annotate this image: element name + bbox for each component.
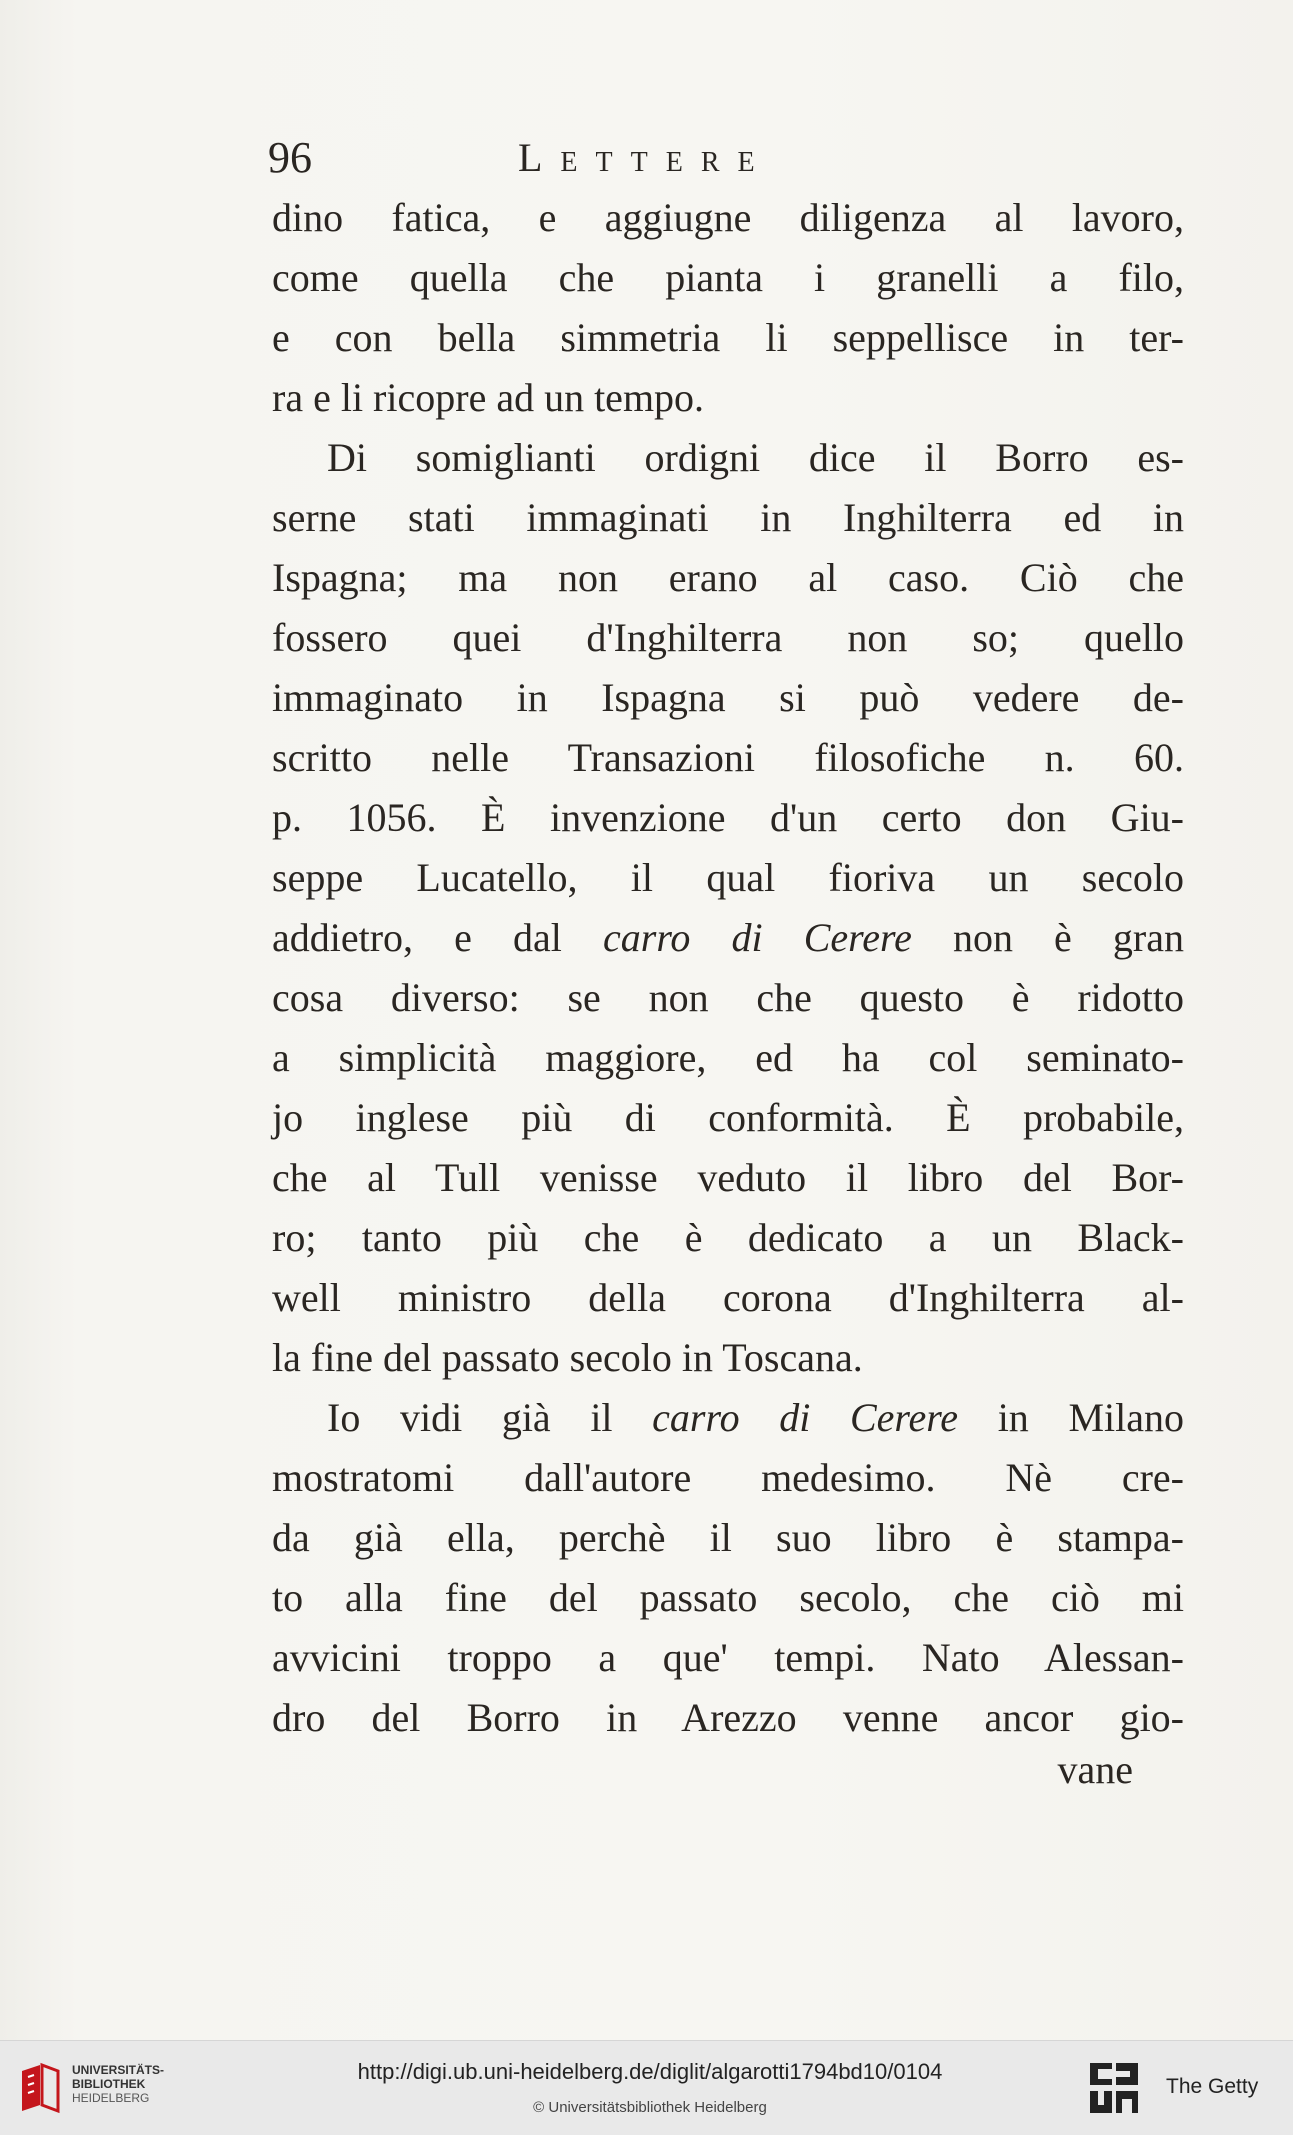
- text-line: serne stati immaginati in Inghilterra ed in: [272, 495, 1184, 540]
- italic-title: carro di Cerere: [603, 915, 912, 960]
- text-line: jo inglese più di conformità. È probabile,: [272, 1095, 1184, 1140]
- page-number: 96: [268, 133, 312, 182]
- text-run: Io vidi già il: [327, 1395, 653, 1440]
- text-line: cosa diverso: se non che questo è ridotto: [272, 975, 1184, 1020]
- text-line: to alla fine del passato secolo, che ciò mi: [272, 1575, 1184, 1620]
- text-line: fossero quei d'Inghilterra non so; quello: [272, 615, 1184, 660]
- text-line: e con bella simmetria li seppellisce in ter-: [272, 315, 1184, 360]
- text-line: come quella che pianta i granelli a filo,: [272, 255, 1184, 300]
- partner-name: The Getty: [1166, 2075, 1259, 2098]
- text-run: addietro, e dal: [272, 915, 603, 960]
- library-name-line: UNIVERSITÄTS-: [72, 2063, 165, 2077]
- text-line: p. 1056. È invenzione d'un certo don Giu-: [272, 795, 1184, 840]
- getty-logo-icon: [1088, 2061, 1140, 2119]
- text-line: da già ella, perchè il suo libro è stampa-: [272, 1515, 1184, 1560]
- library-name-line: HEIDELBERG: [72, 2091, 150, 2105]
- page-header: [268, 128, 928, 188]
- library-name-line: BIBLIOTHEK: [72, 2077, 146, 2091]
- library-name: [72, 2063, 164, 2105]
- italic-title: carro di Cerere: [652, 1395, 959, 1440]
- catchword: vane: [1057, 1747, 1133, 1792]
- text-line: che al Tull venisse veduto il libro del Bor-: [272, 1155, 1184, 1200]
- text-line: Di somiglianti ordigni dice il Borro es-: [327, 435, 1184, 480]
- body-text: [272, 188, 1184, 1748]
- text-line: immaginato in Ispagna si può vedere de-: [272, 675, 1184, 720]
- text-line: avvicini troppo a que' tempi. Nato Alessan-: [272, 1635, 1184, 1680]
- text-line: dro del Borro in Arezzo venne ancor gio-: [272, 1695, 1184, 1740]
- text-line: seppe Lucatello, il qual fioriva un secolo: [272, 855, 1184, 900]
- university-library-logo-icon: [14, 2061, 66, 2117]
- text-line: ro; tanto più che è dedicato a un Black-: [272, 1215, 1184, 1260]
- text-line: a simplicità maggiore, ed ha col seminato-: [272, 1035, 1184, 1080]
- permalink-url[interactable]: http://digi.ub.uni-heidelberg.de/diglit/algarotti1794bd10/0104: [357, 2059, 943, 2084]
- text-run: in Milano: [958, 1395, 1184, 1440]
- text-line: Ispagna; ma non erano al caso. Ciò che: [272, 555, 1184, 600]
- text-run: non è gran: [911, 915, 1184, 960]
- text-line: well ministro della corona d'Inghilterra al-: [272, 1275, 1184, 1320]
- text-line: [272, 1388, 1184, 1448]
- text-line: dino fatica, e aggiugne diligenza al lavoro,: [272, 195, 1184, 240]
- viewer-footer: [0, 2040, 1293, 2135]
- running-title: Lettere: [518, 135, 773, 180]
- copyright-notice: © Universitätsbibliothek Heidelberg: [533, 2099, 767, 2116]
- text-line: scritto nelle Transazioni filosofiche n. 60.: [272, 735, 1184, 780]
- text-line: mostratomi dall'autore medesimo. Nè cre-: [272, 1455, 1184, 1500]
- text-line: la fine del passato secolo in Toscana.: [272, 1335, 863, 1380]
- text-line: ra e li ricopre ad un tempo.: [272, 375, 705, 420]
- text-line: [272, 908, 1184, 968]
